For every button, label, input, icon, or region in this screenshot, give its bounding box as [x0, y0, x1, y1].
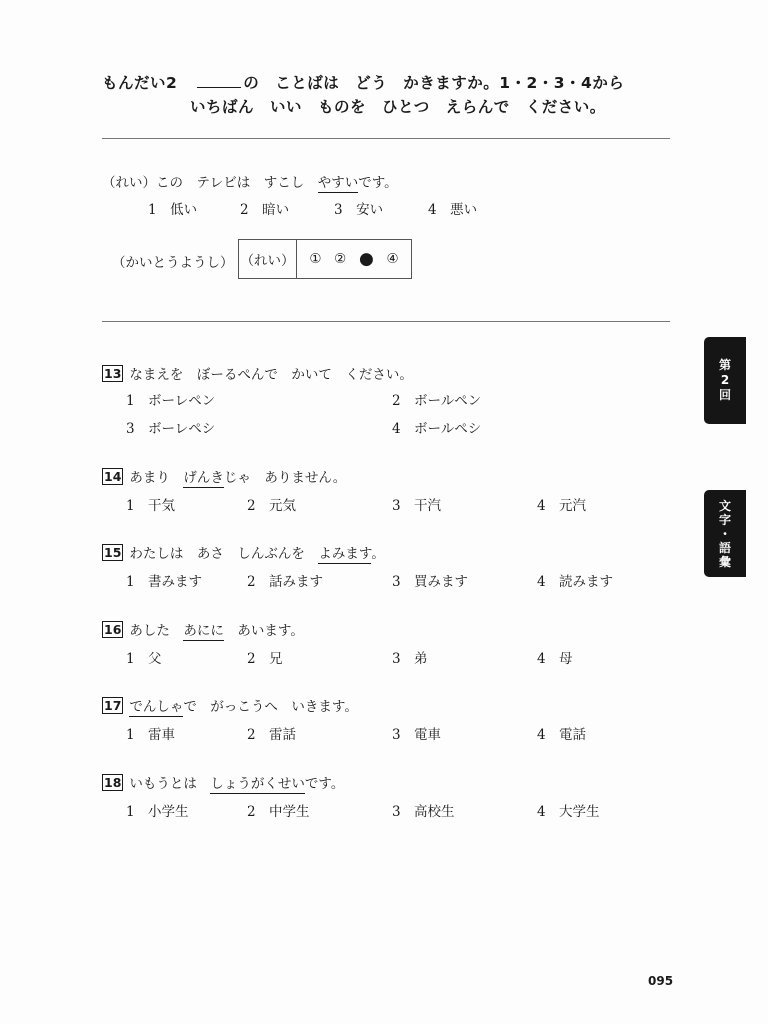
question-stem: 14 あまり げんきじゃ ありません。: [104, 469, 347, 486]
question-stem: 17 でんしゃで がっこうへ いきます。: [104, 698, 358, 715]
answer-box-label: （れい）: [239, 240, 297, 278]
answer-mark-3-filled: ●: [358, 249, 374, 269]
question-number: 18: [104, 775, 122, 790]
example-option-1: 1 低い: [148, 202, 198, 218]
option-1[interactable]: 1 ボーレペン: [126, 393, 216, 409]
option-3[interactable]: 3 買みます: [392, 574, 468, 590]
option-1[interactable]: 1 父: [126, 651, 162, 667]
option-3[interactable]: 3 干汽: [392, 498, 441, 514]
example-option-3: 3 安い: [334, 202, 384, 218]
option-2[interactable]: 2 雷話: [247, 727, 296, 743]
option-4[interactable]: 4 電話: [537, 727, 586, 743]
target-word: よみます: [318, 546, 372, 562]
question-stem: 16 あした あにに あいます。: [104, 622, 304, 639]
blank-underline: [197, 73, 241, 88]
round-tab[interactable]: 第 2 回: [704, 337, 746, 424]
question-stem: 18 いもうとは しょうがくせいです。: [104, 775, 345, 792]
option-3[interactable]: 3 ボーレペシ: [126, 421, 216, 437]
answer-sheet-box: [238, 239, 412, 279]
example-target-word: やすい: [317, 175, 359, 191]
option-4[interactable]: 4 読みます: [537, 574, 613, 590]
target-word: でんしゃ: [129, 699, 184, 715]
question-number: 16: [104, 622, 122, 637]
option-2[interactable]: 2 中学生: [247, 804, 310, 820]
question-stem: 13 なまえを ぼーるぺんで かいて ください。: [104, 366, 413, 383]
option-3[interactable]: 3 弟: [392, 651, 428, 667]
option-2[interactable]: 2 話みます: [247, 574, 323, 590]
option-4[interactable]: 4 元汽: [537, 498, 586, 514]
option-1[interactable]: 1 小学生: [126, 804, 189, 820]
option-1[interactable]: 1 書みます: [126, 574, 202, 590]
answer-sheet-label: （かいとうようし）: [112, 255, 234, 271]
option-4[interactable]: 4 大学生: [537, 804, 600, 820]
option-2[interactable]: 2 兄: [247, 651, 283, 667]
question-number: 13: [104, 366, 122, 381]
option-2[interactable]: 2 ボールペン: [392, 393, 482, 409]
question-stem: 15 わたしは あさ しんぶんを よみます。: [104, 545, 385, 562]
target-word: げんき: [183, 470, 224, 486]
question-number: 15: [104, 545, 122, 560]
question-number: 14: [104, 469, 122, 484]
example-text-before: この テレビは すこし: [156, 175, 318, 191]
answer-mark-1: ①: [309, 251, 322, 267]
example-sentence: [102, 171, 398, 191]
problem-label: もんだい2: [102, 74, 178, 92]
example-option-4: 4 悪い: [428, 202, 478, 218]
question-number: 17: [104, 698, 122, 713]
option-2[interactable]: 2 元気: [247, 498, 296, 514]
instructions-text-1: の ことばは どう かきますか。1・2・3・4から: [243, 74, 625, 92]
instructions-line-2: いちばん いい ものを ひとつ えらんで ください。: [190, 98, 606, 116]
option-3[interactable]: 3 高校生: [392, 804, 455, 820]
divider-top: [102, 138, 670, 139]
option-4[interactable]: 4 ボールペシ: [392, 421, 482, 437]
answer-mark-2: ②: [334, 251, 347, 267]
option-1[interactable]: 1 雷車: [126, 727, 175, 743]
answer-marks: [297, 240, 411, 278]
target-word: しょうがくせい: [210, 776, 305, 792]
example-tag: （れい）: [102, 175, 156, 191]
instructions-line-1: [102, 71, 624, 93]
divider-middle: [102, 321, 670, 322]
answer-mark-4: ④: [386, 251, 399, 267]
option-1[interactable]: 1 干気: [126, 498, 175, 514]
section-tab[interactable]: 文 字 ・ 語 彙: [704, 490, 746, 577]
example-text-after: です。: [358, 175, 398, 191]
example-option-2: 2 暗い: [240, 202, 290, 218]
option-3[interactable]: 3 電車: [392, 727, 441, 743]
option-4[interactable]: 4 母: [537, 651, 573, 667]
target-word: あにに: [183, 623, 224, 639]
page-number: 095: [648, 974, 674, 988]
